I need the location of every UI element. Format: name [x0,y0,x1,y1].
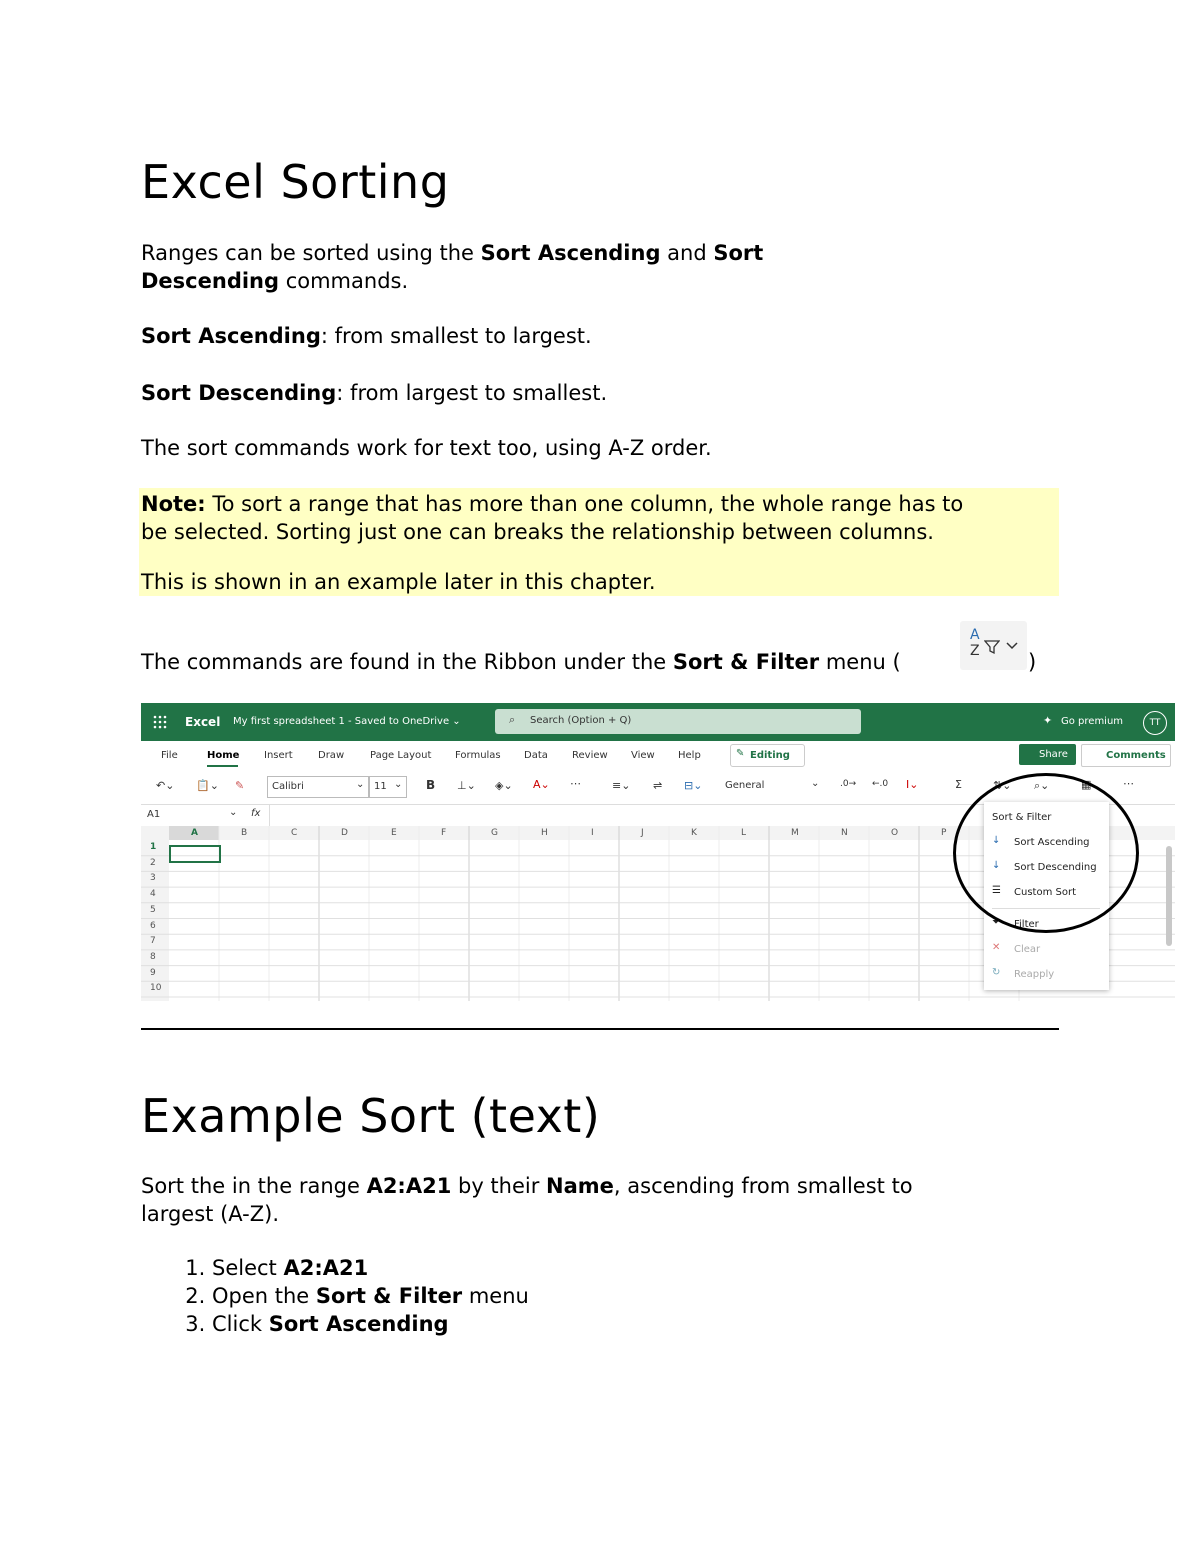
highlight-circle [953,773,1139,933]
tab-home[interactable]: Home [207,750,240,761]
pencil-icon: ✎ [736,748,745,759]
editing-label: Editing [750,750,790,761]
row-header[interactable]: 8 [150,951,156,962]
menu-item-label: Sort Ascending [1014,837,1090,848]
page-title: Excel Sorting [141,155,450,209]
excel-screenshot [141,703,1175,1001]
menu-title: Sort & Filter [992,812,1052,823]
ribbon-close-paren: ) [1028,650,1037,674]
row-header[interactable]: 2 [150,857,156,868]
chevron-down-icon: ⌄ [394,779,403,790]
wrap-text-icon[interactable]: ⇌ [653,779,663,792]
custom-sort-icon: ☰ [992,885,1001,896]
steps-list [141,1254,529,1338]
go-premium-link[interactable]: Go premium [1061,716,1124,727]
tab-formulas[interactable]: Formulas [455,750,501,761]
sort-descending-definition: Sort Descending: from largest to smallest. [141,381,608,405]
sort-ascending-definition: Sort Ascending: from smallest to largest. [141,324,592,348]
insert-cells-icon[interactable]: I⌄ [906,778,919,791]
column-header[interactable]: O [891,828,899,838]
section-title: Example Sort (text) [141,1089,601,1143]
fx-icon: fx [251,808,261,819]
share-label: Share [1039,749,1068,760]
column-header[interactable]: E [391,828,397,838]
menu-item-label: Clear [1014,944,1041,955]
note-text: Note: To sort a range that has more than one column, the whole range has to be selected. Sorting just one can breaks the relationship between columns. [141,492,964,544]
row-header[interactable]: 10 [150,983,162,994]
app-launcher-icon[interactable] [153,715,167,729]
number-format-value: General [725,780,765,791]
column-header[interactable]: F [441,828,447,838]
sort-ascending-icon: ↓ [992,835,1001,846]
example-intro: Sort the in the range A2:A21 by their Name, ascending from smallest to largest (A-Z). [141,1174,913,1226]
filter-icon: ⏷ [992,917,1000,928]
underline-icon[interactable]: ⊥⌄ [457,779,476,792]
row-header[interactable]: 6 [150,920,156,931]
menu-item-label: Filter [1014,919,1039,930]
bold-button[interactable]: B [426,778,436,792]
intro-paragraph: Ranges can be sorted using the Sort Ascending and Sort Descending commands. [141,241,764,293]
editing-mode-button[interactable] [730,744,805,767]
search-box[interactable] [495,709,861,734]
note-followup: This is shown in an example later in this chapter. [141,570,656,594]
font-color-icon[interactable]: A⌄ [533,778,550,791]
section-divider [141,1028,1059,1030]
comments-button[interactable] [1081,744,1171,767]
column-header[interactable]: D [341,828,348,838]
font-size-select[interactable] [369,776,407,798]
column-header[interactable]: B [241,828,248,838]
tab-review[interactable]: Review [572,750,608,761]
chevron-down-icon: ⌄ [356,779,365,790]
find-icon[interactable]: ⌕⌄ [1034,779,1050,792]
reapply-icon: ↻ [992,967,1001,978]
list-item: 3. Click Sort Ascending [212,1310,529,1338]
tab-draw[interactable]: Draw [318,750,345,761]
tab-data[interactable]: Data [524,750,548,761]
list-item: 2. Open the Sort & Filter menu [212,1282,529,1310]
number-format-select[interactable] [723,776,823,796]
undo-icon[interactable]: ↶⌄ [156,779,175,792]
list-item: 1. Select A2:A21 [212,1254,529,1282]
search-icon: ⌕ [509,713,516,726]
fill-color-icon[interactable]: ◈⌄ [495,779,513,792]
column-header[interactable]: I [591,828,594,838]
chevron-down-icon: ⌄ [811,778,820,789]
row-header[interactable]: 7 [150,936,156,947]
diamond-icon: ✦ [1043,714,1053,727]
formula-divider [269,805,270,826]
column-header[interactable]: G [491,828,498,838]
chevron-down-icon: ⌄ [229,807,238,818]
share-button[interactable] [1019,744,1076,765]
sort-filter-button-icon[interactable]: ⇅⌄ [993,779,1012,792]
column-header[interactable]: M [791,828,799,838]
column-header[interactable]: C [291,828,298,838]
sort-filter-icon: A Z [960,621,1027,670]
column-header[interactable]: N [841,828,848,838]
column-header[interactable]: P [941,828,947,838]
font-name-select[interactable] [267,776,369,798]
analyze-icon[interactable]: ▦ [1081,778,1092,791]
search-placeholder: Search (Option + Q) [530,715,632,726]
tab-help[interactable]: Help [678,750,701,761]
paste-icon[interactable]: 📋⌄ [196,779,219,792]
menu-item-label: Custom Sort [1014,887,1076,898]
decrease-decimal-icon[interactable]: ←.0 [872,779,889,789]
app-name: Excel [185,715,221,729]
column-header[interactable]: J [641,828,644,838]
vertical-scrollbar[interactable] [1166,846,1172,946]
avatar[interactable]: TT [1143,711,1167,735]
ribbon-tabs [141,741,1175,771]
sort-descending-icon: ↓ [992,860,1001,871]
more-options-icon[interactable]: ⋯ [1123,777,1134,790]
tab-insert[interactable]: Insert [264,750,293,761]
more-icon[interactable]: ⋯ [570,777,581,790]
name-box[interactable]: A1 [147,809,161,820]
document-name[interactable]: My first spreadsheet 1 - Saved to OneDrive ⌄ [233,716,461,727]
excel-title-bar [141,703,1175,741]
column-header[interactable]: H [541,828,548,838]
font-name-value: Calibri [272,781,304,792]
tab-view[interactable]: View [631,750,655,761]
ribbon-location-paragraph: The commands are found in the Ribbon under the Sort & Filter menu ( [141,650,901,674]
merge-icon[interactable]: ⊟⌄ [684,779,703,792]
menu-item-label: Reapply [1014,969,1055,980]
text-order-paragraph: The sort commands work for text too, using A-Z order. [141,436,712,460]
menu-item-clear[interactable] [984,937,1109,961]
comments-label: Comments [1106,750,1166,761]
row-header[interactable]: 5 [150,904,156,915]
tab-page-layout[interactable]: Page Layout [370,750,432,761]
sum-icon[interactable]: Σ [955,778,962,791]
row-header[interactable]: 3 [150,873,156,884]
clear-filter-icon: ✕ [992,942,1001,953]
tab-file[interactable]: File [161,750,178,761]
tab-home-underline [207,765,238,767]
column-header[interactable]: K [691,828,697,838]
increase-decimal-icon[interactable]: .0→ [840,779,857,789]
menu-item-label: Sort Descending [1014,862,1097,873]
column-header[interactable]: A [191,828,198,838]
row-header[interactable]: 9 [150,967,156,978]
align-icon[interactable]: ≡⌄ [612,779,631,792]
row-header[interactable]: 4 [150,889,156,900]
format-painter-icon[interactable]: ✎ [235,779,245,792]
column-header[interactable]: L [741,828,747,838]
menu-item-reapply[interactable] [984,962,1109,986]
font-size-value: 11 [374,781,387,792]
row-header[interactable]: 1 [150,842,157,852]
